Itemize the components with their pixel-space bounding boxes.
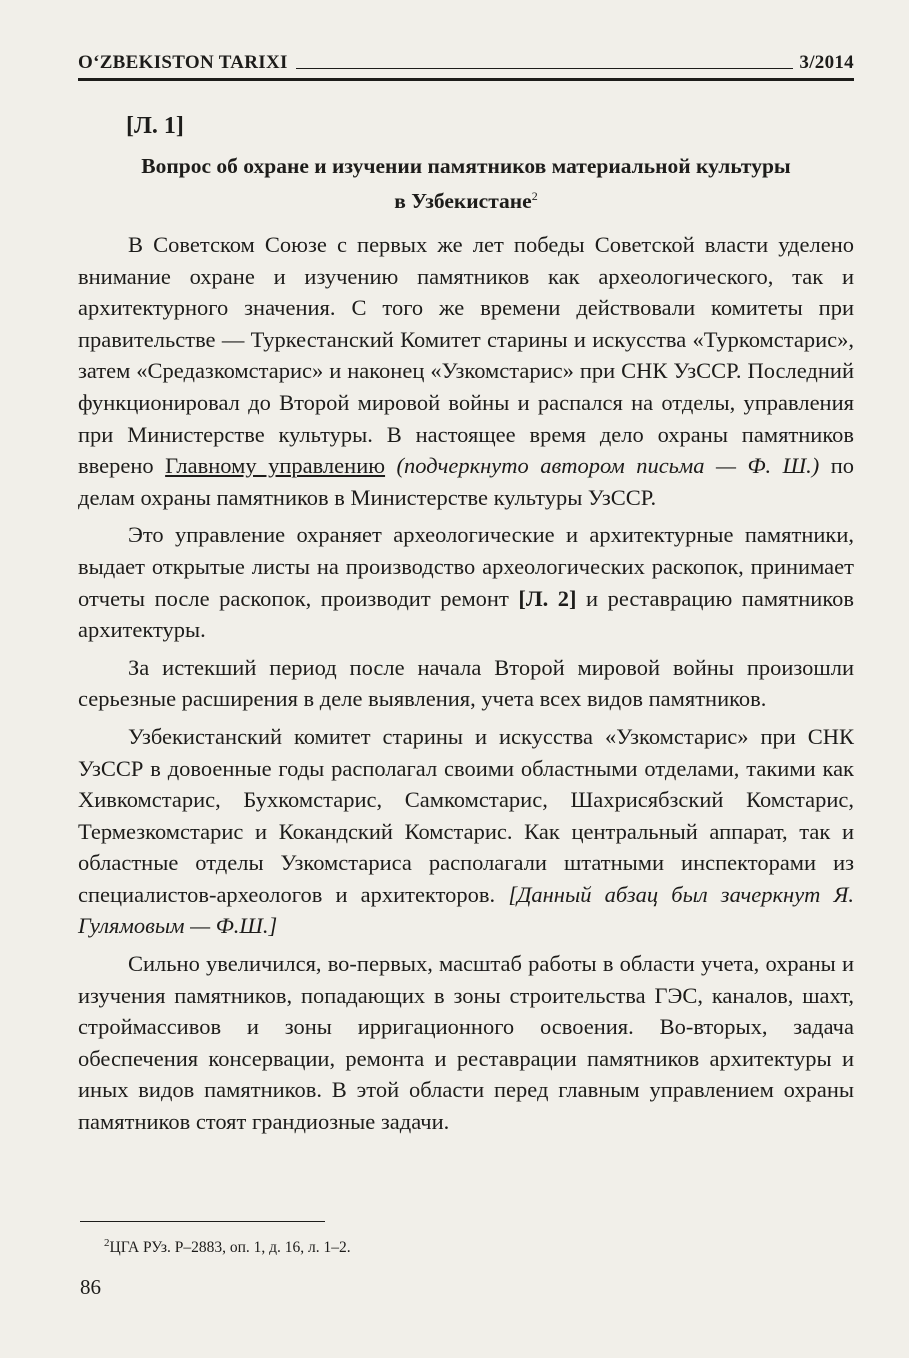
running-header [78,52,854,74]
paragraph-3: За истекший период после начала Второй мировой войны произошли серьезные расширения в деле выявления, учета всех видов памятников. [78,654,854,712]
p1-text: В Советском Союзе с первых же лет победы Советской власти уделено внимание охране и изучению памятников как археологического, так и архитектурного значения. С того же времени действовали комитеты при правительстве — Туркестанский Комитет старины и искусства «Туркомстарис», затем «Средазкомстарис» и наконец «Узкомстарис» при СНК УзССР. Последний функционировал до Второй мировой войны и распался на отделы, управления при Министерстве культуры. В настоящее время дело охраны памятников вверено [78,232,854,479]
p1-text-end: по делам охраны памятников в Министерстве культуры УзССР. [78,453,854,510]
paragraph-5: Сильно увеличился, во-первых, масштаб работы в области учета, охраны и изучения памятников, попадающих в зоны строительства ГЭС, каналов, шахт, строймассивов и зоны ирригационного освоения. Во-вторых, задача обеспечения консервации, ремонта и реставрации памятников архитектуры и иных видов памятников. В этой области перед главным управлением охраны памятников стоят грандиозные задачи. [78,951,854,1135]
title-line-2 [80,181,852,216]
sheet-marker: [Л. 1] [126,113,184,139]
p2-sheet-marker: [Л. 2] [518,585,577,611]
title-footnote-ref: 2 [531,189,538,203]
header-rule [296,68,794,69]
header-divider [78,78,854,81]
p4-editor-note: [Данный абзац был зачеркнут Я. Гулямовым — Ф.Ш.] [78,881,854,939]
footnote-rule [80,1221,325,1222]
paragraph-1 [78,229,854,513]
title-line-2-text: в Узбекистане [394,189,532,214]
footnote [104,1237,351,1257]
footnote-text: ЦГА РУз. Р–2883, оп. 1, д. 16, л. 1–2. [109,1239,351,1257]
journal-title: O‘ZBEKISTON TARIXI [78,52,288,73]
p1-underlined: Главному управлению [165,453,386,479]
footnote-ref: 2 [104,1237,110,1249]
page-number: 86 [80,1275,101,1299]
p2-text: Это управление охраняет археологические и архитектурные памятники, выдает открытые листы на производство археологических раскопок, принимает отчеты после раскопок, производит ремонт [78,522,854,611]
p2-text-end: и реставрацию памятников архитектуры. [78,585,854,643]
p1-editor-note: (подчеркнуто автором письма — Ф. Ш.) [396,453,820,479]
issue-number: 3/2014 [799,52,854,73]
article-title [80,151,852,216]
paragraph-2 [78,519,854,645]
body-text [78,229,854,1144]
paragraph-4 [78,721,854,942]
p4-text: Узбекистанский комитет старины и искусства «Узкомстарис» при СНК УзССР в довоенные годы располагал своими областными отделами, такими как Хивкомстарис, Бухкомстарис, Самкомстарис, Шахрисябзский Комстарис, Термезкомстарис и Кокандский Комстарис. Как центральный аппарат, так и областные отделы Узкомстариса располагали штатными инспекторами из специалистов-археологов и архитекторов. [78,723,854,907]
title-line-1: Вопрос об охране и изучении памятников материальной культуры [141,154,791,178]
